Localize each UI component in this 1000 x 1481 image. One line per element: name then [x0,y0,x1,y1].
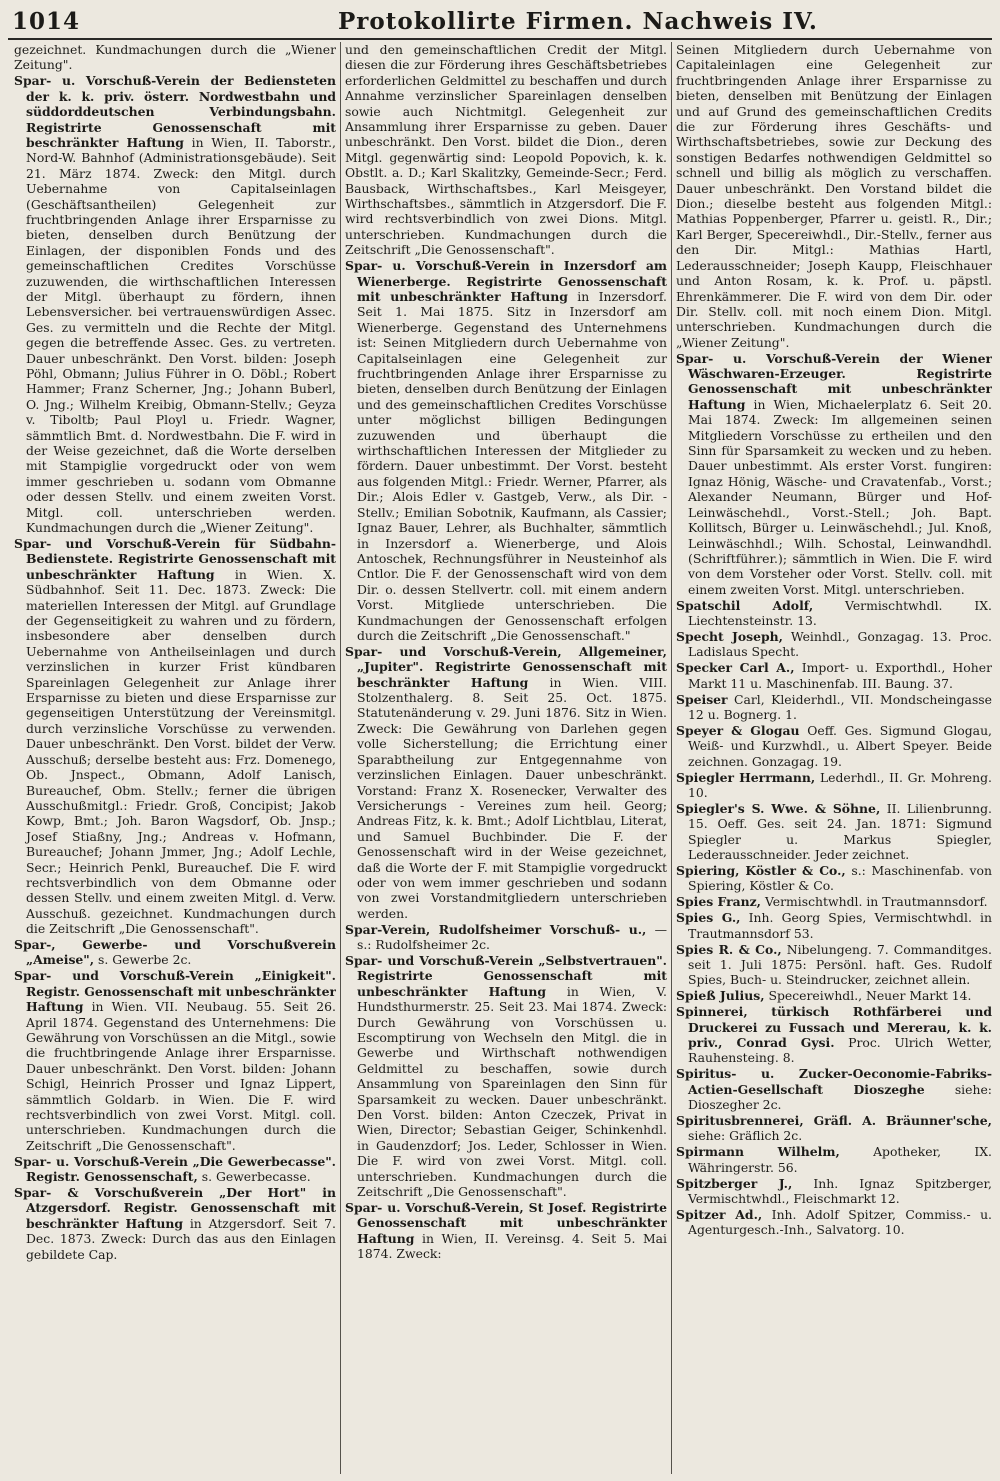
entry-text: in Wien, V. Hundsthurmerstr. 25. Seit 23. Mai 1874. Zweck: Durch Gewährung von Vorschüssen u. Escomptirung von Wechseln den Mitgl. die in Gewerbe und Wirthschaft nothwendigen Geldmittel zu beschaffen, sowie durch Ansammlung von Spareinlagen den Sinn für Sparsamkeit zu wecken. Dauer unbeschränkt. Den Vorst. bilden: Anton Czeczek, Privat in Wien, Director; Sebastian Geiger, Schinkenhdl. in Gaudenzdorf; Jos. Leder, Schlosser in Wien. Die F. wird von zwei Vorst. Mitgl. coll. unterschrieben. Kundmachungen durch die Zeitschrift „Die Genossenschaft". [357,983,667,1200]
firm-name: Spar- u. Vorschuß-Verein der Bediensteten der k. k. priv. österr. Nordwestbahn und süddorddeutschen Verbindungsbahn. Registrirte Genossenschaft mit beschränkter Haftung [14,73,336,150]
header-rule [8,38,992,40]
entry-text: Vermischtwhdl. in Trautmannsdorf. [764,894,988,910]
entry-text: Seinen Mitgliedern durch Uebernahme von Capitaleinlagen eine Gelegenheit zur fruchtbringenden Anlage ihrer Ersparnisse zu bieten, denselben mit Benützung der Einlagen und auf Grund des gemeinschaftlichen Credits die zur Förderung ihres Geschäfts- und Wirthschaftsbetriebes, sowie zur Deckung des sonstigen Bedarfes nothwendigen Geldmittel so schnell und billig als möglich zu verschaffen. Dauer unbeschränkt. Den Vorstand bildet die Dion.; dieselbe besteht aus folgenden Mitgl.: Mathias Poppenberger, Pfarrer u. geistl. R., Dir.; Karl Berger, Specereiwhdl., Dir.-Stellv., ferner aus den Dir. Mitgl.: Mathias Hartl, Lederausschneider; Joseph Kaupp, Fleischhauer und Anton Rosam, k. k. Prof. u. päpstl. Ehrenkämmerer. Die F. wird von dem Dir. oder Dir. Stellv. coll. mit noch einem Dion. Mitgl. unterschrieben. Kundmachungen durch die „Wiener Zeitung". [676,42,992,350]
firm-name: Specker Carl A., [676,660,795,676]
entry-text: in Inzersdorf. Seit 1. Mai 1875. Sitz in Inzersdorf am Wienerberge. Gegenstand des Unternehmens ist: Seinen Mitgliedern durch Uebernahme von Capitalseinlagen eine Gelegenheit zur fruchtbringenden Anlage ihrer Ersparnisse zu bieten, denselben durch Benützung der Einlagen und des gemeinschaftlichen Credites Vorschüsse unter möglichst billigen Bedingungen zuzuwenden und überhaupt die wirthschaftlichen Interessen der Mitglieder zu fördern. Dauer unbestimmt. Der Vorst. besteht aus folgenden Mitgl.: Friedr. Werner, Pfarrer, als Dir.; Alois Edler v. Gastgeb, Verw., als Dir. - Stellv.; Emilian Sobotnik, Kaufmann, als Cassier; Ignaz Bauer, Lehrer, als Buchhalter, sämmtlich in Inzersdorf a. Wienerberge, und Alois Antoschek, Rechnungsführer in Neusteinhof als Cntlor. Die F. der Genossenschaft wird von dem Dir. o. dessen Stellvertr. coll. mit einem andern Vorst. Mitgliede unterschrieben. Die Kundmachungen der Genossenschaft erfolgen durch die Zeitschrift „Die Genossenschaft." [357,289,667,643]
directory-entry [676,598,992,629]
directory-entry [14,73,336,535]
firm-name: Spies Franz, [676,894,761,910]
firm-name: Spies R. & Co., [676,941,782,957]
entry-text: Weinhdl., Gonzagag. 13. Proc. Ladislaus Specht. [688,628,992,660]
entry-text: in Atzgersdorf. Seit 7. Dec. 1873. Zweck: Durch das aus den Einlagen gebildete Cap. [26,1215,336,1262]
firm-name: Spar- und Vorschuß-Verein „Selbstvertrauen". Registrirte Genossenschaft mit unbeschränkter Haftung [345,952,667,999]
directory-entry [14,1154,336,1185]
column-2 [345,42,667,1474]
directory-entry [14,1185,336,1262]
entry-text: Import- u. Exporthdl., Hoher Markt 11 u. Maschinenfab. III. Baung. 37. [688,660,992,691]
entry-text: — s.: Rudolfsheimer 2c. [357,921,667,953]
directory-entry [676,629,992,660]
firm-name: Spinnerei, türkisch Rothfärberei und Druckerei zu Fussach und Mererau, k. k. priv., Conrad Gysi. [676,1004,992,1050]
directory-entry [14,42,336,73]
directory-entry [345,1200,667,1262]
directory-entry [676,801,992,863]
firm-name: Spiritus- u. Zucker-Oeconomie-Fabriks-Actien-Gesellschaft Dioszeghe [676,1066,992,1097]
entry-text: Inh. Georg Spies, Vermischtwhdl. in Trautmannsdorf 53. [688,910,992,941]
entry-text: Proc. Ulrich Wetter, Rauhensteing. 8. [688,1035,992,1066]
entry-text: in Wien. VII. Neubaug. 55. Seit 26. April 1874. Gegenstand des Unternehmens: Die Gewährung von Vorschüssen an die Mitgl., sowie die fruchtbringende Anlage ihrer Ersparnisse. Dauer unbeschränkt. Den Vorst. bilden: Johann Schigl, Heinrich Prosser und Ignaz Lippert, sämmtlich Goldarb. in Wien. Die F. wird rechtsverbindlich von zwei Vorst. Mitgl. coll. unterschrieben. Kundmachungen durch die Zeitschrift „Die Genossenschaft". [26,999,336,1153]
directory-entry [676,910,992,941]
directory-entry [676,1066,992,1112]
column-divider [340,42,341,1474]
firm-name: Spar-Verein, Rudolfsheimer Vorschuß- u., [345,921,647,937]
firm-name: Spiering, Köstler & Co., [676,863,846,879]
entry-text: Specereiwhdl., Neuer Markt 14. [768,988,972,1004]
directory-entry [676,894,992,909]
firm-name: Spar- & Vorschußverein „Der Hort" in Atzgersdorf. Registr. Genossenschaft mit beschränkter Haftung [14,1185,336,1231]
entry-text: gezeichnet. Kundmachungen durch die „Wiener Zeitung". [14,42,336,73]
entry-text: Inh. Ignaz Spitzberger, Vermischtwhdl., Fleischmarkt 12. [688,1175,992,1207]
entry-text: Apotheker, IX. Währingerstr. 56. [688,1144,992,1175]
directory-entry [676,1207,992,1238]
entry-text: und den gemeinschaftlichen Credit der Mitgl. diesen die zur Förderung ihres Geschäftsbetriebes erforderlichen Geldmittel zu beschaffen und durch Annahme verzinslicher Spareinlagen denselben sowie auch Nichtmitgl. Gelegenheit zur Ansammlung ihrer Ersparnisse zu geben. Dauer unbeschränkt. Den Vorst. bildet die Dion., deren Mitgl. gegenwärtig sind: Leopold Popovich, k. k. Obstlt. a. D.; Karl Skalitzky, Gemeinde-Secr.; Ferd. Bausback, Wirthschaftsbes., Karl Meisgeyer, Wirthschaftsbes., sämmtlich in Atzgersdorf. Die F. wird rechtsverbindlich von zwei Dions. Mitgl. unterschrieben. Kundmachungen durch die Zeitschrift „Die Genossenschaft". [345,42,667,258]
running-title: Protokollirte Firmen. Nachweis IV. [338,8,818,35]
firm-name: Spirmann Wilhelm, [676,1144,840,1160]
entry-text: siehe: Dioszegher 2c. [688,1081,992,1113]
directory-entry [676,692,992,723]
directory-entry [676,351,992,598]
entry-text: Inh. Adolf Spitzer, Commiss.- u. Agenturgesch.-Inh., Salvatorg. 10. [688,1206,992,1238]
directory-entry [345,953,667,1200]
entry-text: in Wien, Michaelerplatz 6. Seit 20. Mai 1874. Zweck: Im allgemeinen seinen Mitgliedern Vorschüsse zu ertheilen und den Sinn für Sparsamkeit zu wecken und zu heben. Dauer unbestimmt. Als erster Vorst. fungiren: Ignaz Hönig, Wäsche- und Cravatenfab., Vorst.; Alexander Neumann, Bürger und Hof-Leinwäschehdl., Vorst.-Stell.; Joh. Bapt. Kollitsch, Bürger u. Leinwäschehdl.; Jul. Knoß, Leinwäschhdl.; Wilh. Schostal, Leinwandhdl. (Schriftführer.); sämmtlich in Wien. Die F. wird von dem Vorsteher oder Vorst. Stellv. coll. mit einem zweiten Vorst. Mitgl. unterschrieben. [688,396,992,597]
firm-name: Spar-, Gewerbe- und Vorschußverein „Ameise", [14,937,336,968]
firm-name: Spieß Julius, [676,988,765,1004]
column-divider [671,42,672,1474]
directory-entry [14,968,336,1153]
firm-name: Spiegler Herrmann, [676,769,816,785]
entry-text: siehe: Gräflich 2c. [688,1128,803,1144]
directory-entry [676,42,992,350]
entry-text: in Wien. VIII. Stolzenthalerg. 8. Seit 25. Oct. 1875. Statutenänderung v. 29. Juni 1876. Sitz in Wien. Zweck: Die Gewährung von Darlehen gegen volle Sicherstellung; die Errichtung einer Sparabtheilung zur Entgegennahme von verzinslichen Einlagen. Dauer unbeschränkt. Vorstand: Franz X. Rosenecker, Verwalter des Versicherungs - Vereines zum heil. Georg; Andreas Fitz, k. k. Bmt.; Adolf Lichtblau, Literat, und Samuel Buchbinder. Die F. der Genossenschaft wird in der Weise gezeichnet, daß die Worte der F. mit Stampiglie vorgedruckt oder von wem immer geschrieben und sodann von zwei Vorstandmitgliedern unterschrieben werden. [357,674,667,921]
firm-name: Spar- u. Vorschuß-Verein der Wiener Wäschwaren-Erzeuger. Registrirte Genossenschaft mit unbeschränkter Haftung [676,350,992,412]
firm-name: Speiser [676,691,728,707]
firm-name: Spiegler's S. Wwe. & Söhne, [676,800,881,816]
directory-entry [14,937,336,968]
firm-name: Spar- und Vorschuß-Verein für Südbahn-Bedienstete. Registrirte Genossenschaft mit unbeschränkter Haftung [14,536,336,582]
firm-name: Spar- und Vorschuß-Verein „Einigkeit". Registr. Genossenschaft mit unbeschränkter Haftung [14,968,336,1015]
directory-entry [676,1144,992,1175]
entry-text: s. Gewerbecasse. [201,1169,311,1185]
firm-name: Specht Joseph, [676,628,783,644]
entry-text: II. Lilienbrunng. 15. Oeff. Ges. seit 24. Jan. 1871: Sigmund Spiegler u. Markus Spiegler, Lederausschneider. Jeder zeichnet. [688,800,992,863]
directory-entry [676,770,992,801]
entry-text: Carl, Kleiderhdl., VII. Mondscheingasse 12 u. Bognerg. 1. [688,691,992,722]
entry-text: in Wien, II. Taborstr., Nord-W. Bahnhof (Administrationsgebäude). Seit 21. März 1874. Zweck: den Mitgl. durch Uebernahme von Capitalseinlagen (Geschäftsantheilen) Gelegenheit zur fruchtbringenden Anlage ihrer Ersparnisse zu bieten, denselben durch Benützung der Einlagen, der disponiblen Fonds und des gemeinschaftlichen Credites Vorschüsse zuzuwenden, die wirthschaftlichen Interessen der Mitgl. überhaupt zu fördern, ihnen Lebensversicher. bei vertrauenswürdigen Assec. Ges. zu vermitteln und die Rechte der Mitgl. gegen die betreffende Assec. Ges. zu vertreten. Dauer unbeschränkt. Den Vorst. bilden: Joseph Pöhl, Obmann; Julius Führer in O. Döbl.; Robert Hammer; Franz Scherner, Jng.; Johann Buberl, O. Jng.; Wilhelm Kreibig, Obmann-Stellv.; Geyza v. Tiboltb; Paul Ployl u. Friedr. Wagner, sämmtlich Bmt. d. Nordwestbahn. Die F. wird in der Weise gezeichnet, daß die Worte derselben mit Stampiglie vorgedruckt oder von wem immer geschrieben u. sodann vom Obmanne oder dessen Stellv. und einem zweiten Vorst. Mitgl. coll. unterschrieben werden. Kundmachungen durch die „Wiener Zeitung". [26,134,336,536]
entry-text: Oeff. Ges. Sigmund Glogau, Weiß- und Kurzwhdl., u. Albert Speyer. Beide zeichnen. Gonzagag. 19. [688,722,992,769]
firm-name: Spar- u. Vorschuß-Verein, St Josef. Registrirte Genossenschaft mit unbeschränkter Haftung [345,1199,667,1246]
page-number: 1014 [12,8,81,35]
entry-text: in Wien, II. Vereinsg. 4. Seit 5. Mai 1874. Zweck: [357,1230,667,1262]
entry-text: in Wien. X. Südbahnhof. Seit 11. Dec. 1873. Zweck: Die materiellen Interessen der Mitgl. auf Grundlage der Gegenseitigkeit zu wahren und zu fördern, insbesondere aber denselben durch Uebernahme von Antheilseinlagen und durch verzinslichen in kurzer Frist kündbaren Spareinlagen Gelegenheit zur Anlage ihrer Ersparnisse zu bieten und diese Ersparnisse zur gegenseitigen Unterstützung der Vereinsmitgl. durch verzinsliche Vorschüsse zu verwenden. Dauer unbeschränkt. Den Vorst. bildet der Verw. Ausschuß; derselbe besteht aus: Frz. Domenego, Ob. Jnspect., Obmann, Adolf Lanisch, Bureauchef, Obm. Stellv.; ferner die übrigen Ausschußmitgl.: Friedr. Groß, Concipist; Jakob Kowp, Bmt.; Joh. Baron Wagsdorf, Ob. Jnsp.; Josef Stiaßny, Jng.; Andreas v. Hofmann, Bureauchef; Johann Jmmer, Jng.; Adolf Lechle, Secr.; Heinrich Penkl, Bureauchef. Die F. wird rechtsverbindlich von dem Obmanne oder dessen Stellv. und einem zweiten Mitgl. d. Verw. Ausschuß. gezeichnet. Kundmachungen durch die Zeitschrift „Die Genossenschaft". [26,566,336,937]
directory-entry [676,942,992,988]
entry-text: s.: Maschinenfab. von Spiering, Köstler & Co. [688,863,992,894]
firm-name: Speyer & Glogau [676,722,800,738]
firm-name: Spatschil Adolf, [676,597,814,613]
firm-name: Spar- u. Vorschuß-Verein in Inzersdorf am Wienerberge. Registrirte Genossenschaft mit unbeschränkter Haftung [345,258,667,304]
directory-entry [676,863,992,894]
page-header [8,6,992,40]
firm-name: Spar- u. Vorschuß-Verein „Die Gewerbecasse". Registr. Genossenschaft, [14,1153,336,1185]
entry-text: s. Gewerbe 2c. [98,952,192,968]
directory-entry [14,536,336,937]
firm-name: Spies G., [676,910,741,926]
column-1 [14,42,336,1474]
directory-entry [676,1113,992,1144]
column-3 [676,42,992,1474]
directory-entry [345,922,667,953]
directory-entry [345,258,667,643]
directory-entry [676,988,992,1003]
entry-text: Nibelungeng. 7. Commanditges. seit 1. Juli 1875: Persönl. haft. Ges. Rudolf Spies, Buch- u. Steindrucker, zeichnet allein. [688,941,992,988]
entry-text: Lederhdl., II. Gr. Mohreng. 10. [688,769,992,800]
firm-name: Spitzberger J., [676,1175,793,1191]
firm-name: Spiritusbrennerei, Gräfl. A. Bräunner'sche, [676,1113,992,1129]
directory-entry [676,1004,992,1066]
directory-entry [345,42,667,258]
directory-entry [676,660,992,691]
entry-text: Vermischtwhdl. IX. Liechtensteinstr. 13. [688,597,992,629]
directory-entry [676,1176,992,1207]
firm-name: Spitzer Ad., [676,1206,763,1222]
firm-name: Spar- und Vorschuß-Verein, Allgemeiner, „Jupiter". Registrirte Genossenschaft mit beschränkter Haftung [345,643,667,690]
directory-entry [676,723,992,769]
directory-entry [345,644,667,921]
